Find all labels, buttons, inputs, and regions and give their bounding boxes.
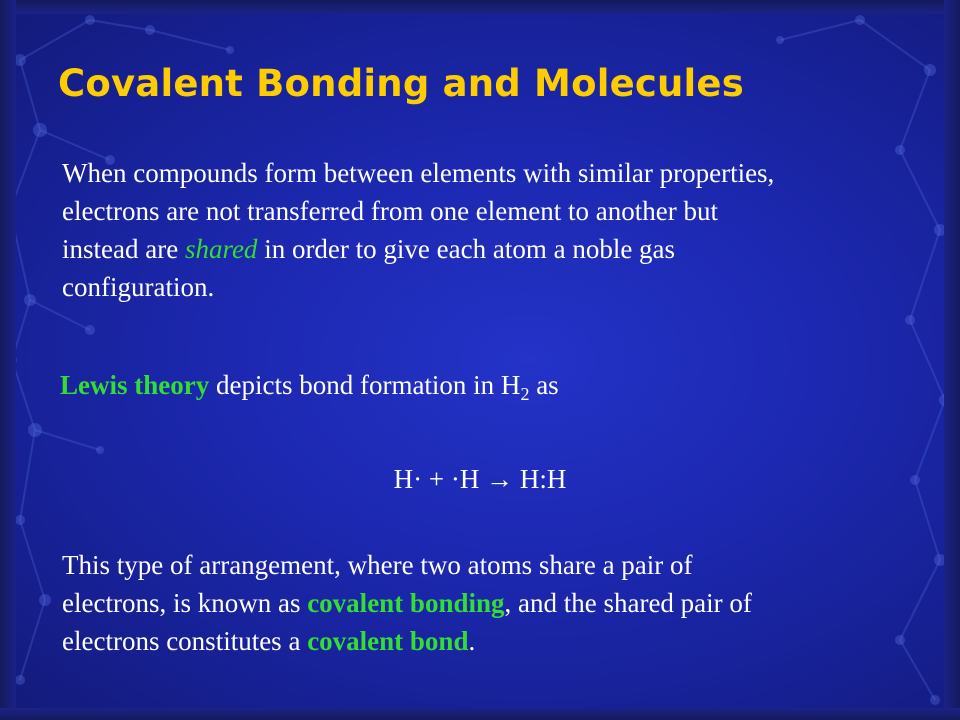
- paragraph-covalent: [62, 546, 912, 660]
- covalent-line-1: This type of arrangement, where two atoms share a pair of: [62, 550, 693, 580]
- intro-line-2: [62, 192, 912, 230]
- slide-frame-right: [944, 0, 960, 720]
- covalent-line-2: [62, 584, 912, 622]
- covalent-bonding-term: covalent bonding: [307, 588, 505, 618]
- slide-title: Covalent Bonding and Molecules: [58, 62, 744, 105]
- intro-line-3-before: instead are: [62, 234, 185, 264]
- covalent-line-2-before: electrons, is known as: [62, 588, 308, 618]
- lewis-line: [60, 366, 910, 404]
- covalent-line-3: [62, 622, 912, 660]
- paragraph-intro: [62, 154, 912, 306]
- slide-frame-left: [0, 0, 16, 720]
- slide-frame-top: [0, 0, 960, 14]
- lewis-theory-term: Lewis theory: [60, 370, 210, 400]
- shared-emphasis: shared: [184, 234, 258, 264]
- covalent-line-3-before: electrons constitutes a: [62, 626, 308, 656]
- intro-line-1: When compounds form between elements with similar properties,: [62, 158, 775, 188]
- paragraph-lewis: [60, 366, 910, 404]
- h2-subscript: 2: [520, 384, 530, 404]
- intro-line-3: [62, 230, 912, 268]
- lewis-equation: H· + ·H → H:H: [393, 464, 567, 494]
- intro-line-2-text: electrons are not transferred from one element to another but: [62, 196, 718, 226]
- covalent-line-2-after: , and the shared pair of: [504, 588, 752, 618]
- lewis-text-after: as: [529, 370, 559, 400]
- intro-line-4: configuration.: [62, 272, 215, 302]
- slide-frame-bottom: [0, 708, 960, 720]
- lewis-text-before: depicts bond formation in H: [209, 370, 521, 400]
- covalent-bond-term: covalent bond: [307, 626, 469, 656]
- intro-line-3-after: in order to give each atom a noble gas: [257, 234, 676, 264]
- covalent-line-3-after: .: [468, 626, 476, 656]
